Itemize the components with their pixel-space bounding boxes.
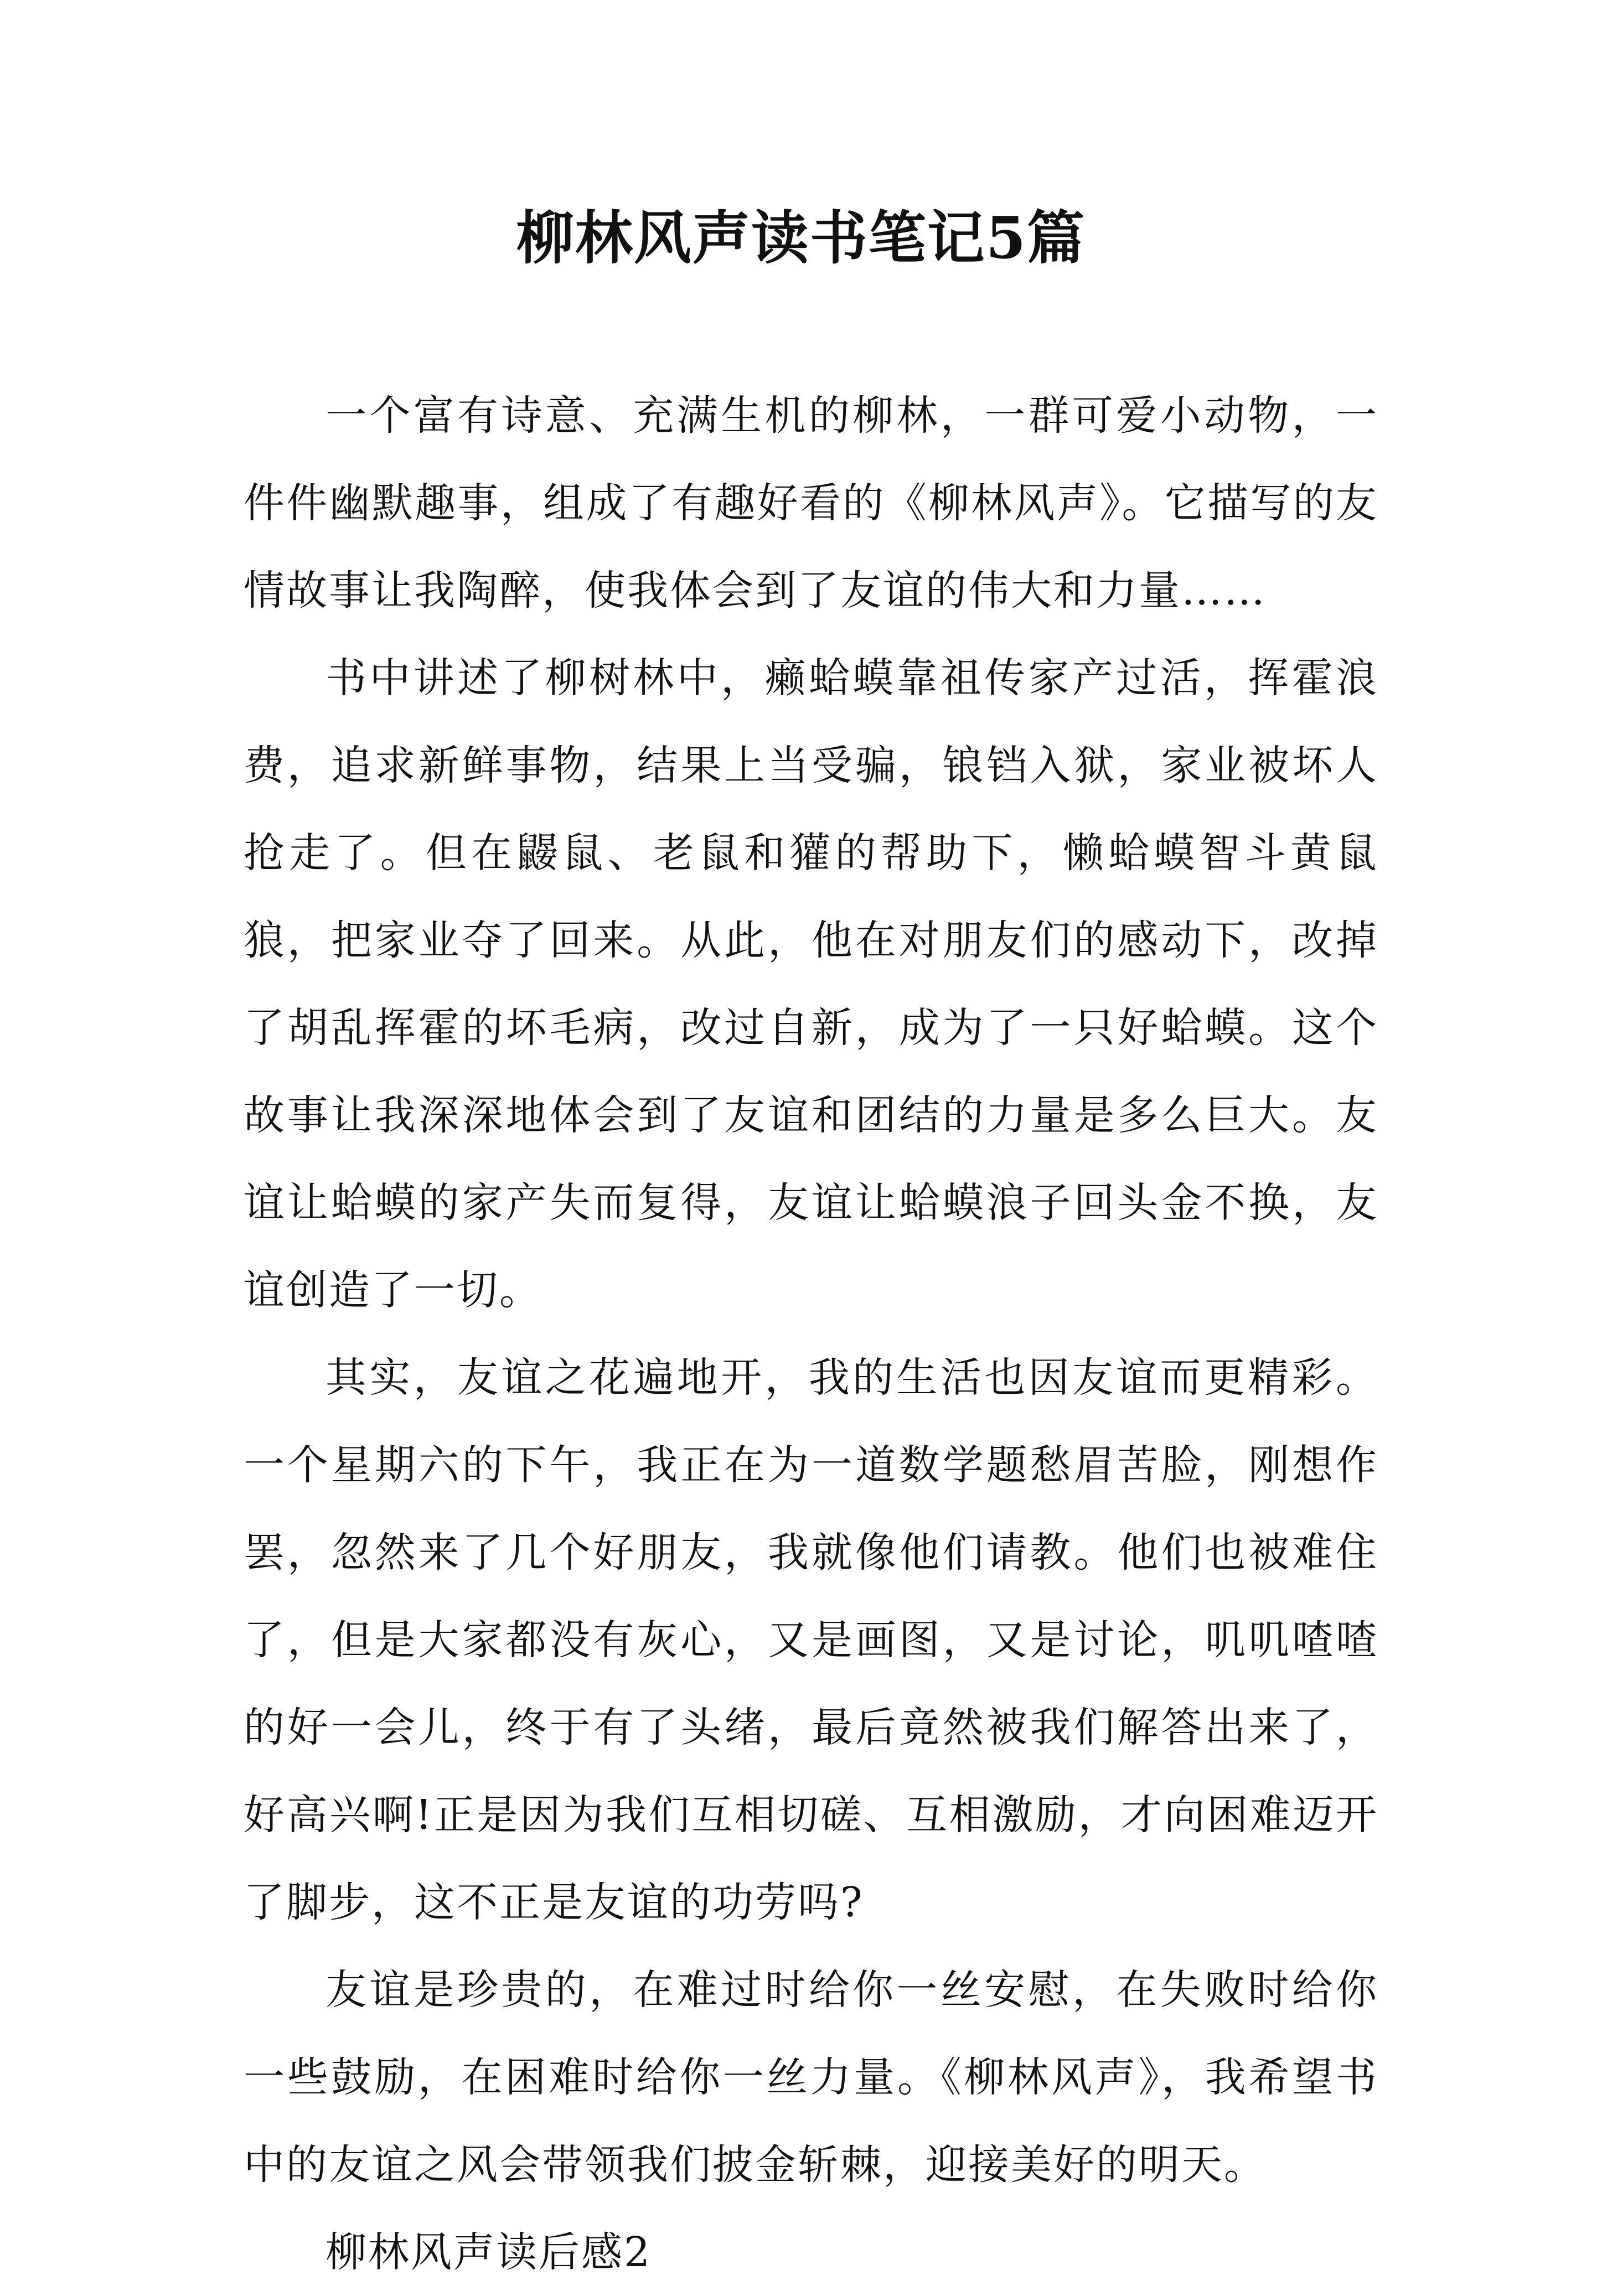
paragraph-1: 一个富有诗意、充满生机的柳林，一群可爱小动物，一件件幽默趣事，组成了有趣好看的《柳林风声》。它描写的友情故事让我陶醉，使我体会到了友谊的伟大和力量…… — [244, 392, 1378, 614]
paragraph-3: 其实，友谊之花遍地开，我的生活也因友谊而更精彩。一个星期六的下午，我正在为一道数学题愁眉苦脸，刚想作罢，忽然来了几个好朋友，我就像他们请教。他们也被难住了，但是大家都没有灰心，又是画图，又是讨论，叽叽喳喳的好一会儿，终于有了头绪，最后竟然被我们解答出来了，好高兴啊!正是因为我们互相切磋、互相激励，才向困难迈开了脚步，这不正是友谊的功劳吗? — [244, 1354, 1378, 1926]
section-heading-2: 柳林风声读后感2 — [325, 2228, 652, 2276]
paragraph-2: 书中讲述了柳树林中，癞蛤蟆靠祖传家产过活，挥霍浪费，追求新鲜事物，结果上当受骗，锒铛入狱，家业被坏人抢走了。但在鼹鼠、老鼠和獾的帮助下，懒蛤蟆智斗黄鼠狼，把家业夺了回来。从此，他在对朋友们的感动下，改掉了胡乱挥霍的坏毛病，改过自新，成为了一只好蛤蟆。这个故事让我深深地体会到了友谊和团结的力量是多么巨大。友谊让蛤蟆的家产失而复得，友谊让蛤蟆浪子回头金不换，友谊创造了一切。 — [244, 654, 1378, 1314]
document-title: 柳林风声读书笔记5篇 — [516, 204, 1086, 272]
paragraph-4: 友谊是珍贵的，在难过时给你一丝安慰，在失败时给你一些鼓励，在困难时给你一丝力量。《柳林风声》，我希望书中的友谊之风会带领我们披金斩棘，迎接美好的明天。 — [244, 1966, 1378, 2189]
document-body — [244, 372, 1378, 2296]
